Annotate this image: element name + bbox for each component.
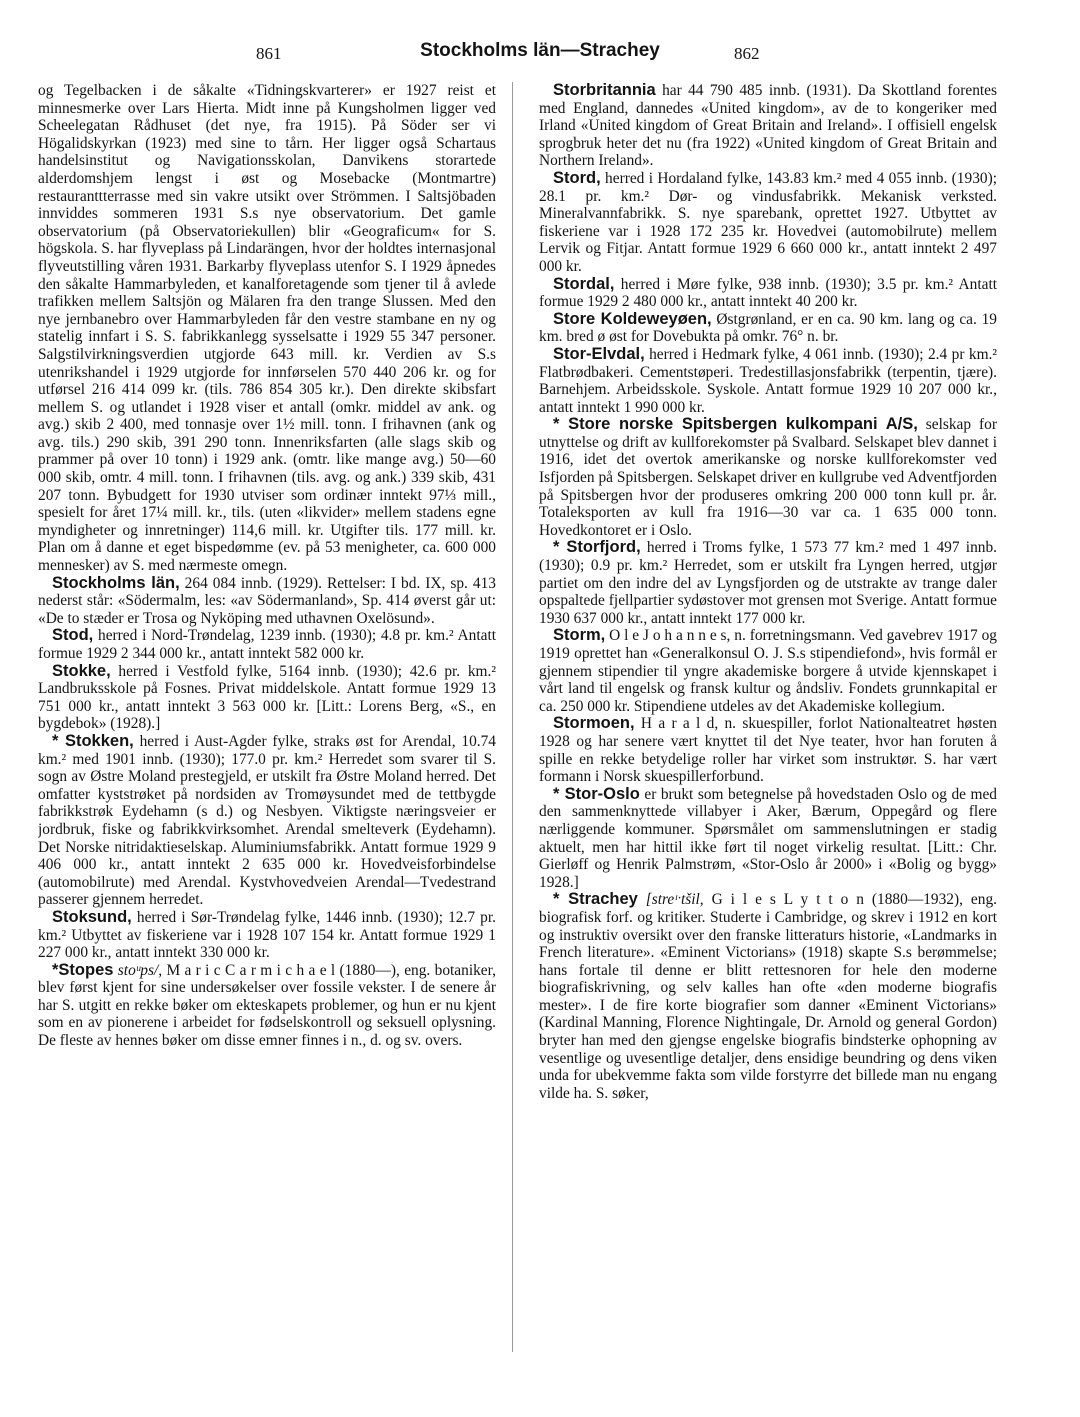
entry-headword: Storm, <box>553 626 606 645</box>
encyclopedia-entry <box>539 346 997 416</box>
continued-text <box>38 82 496 575</box>
entry-body: herred i Nord-Trøndelag, 1239 innb. (1930); 4.8 pr. km.² Antatt formue 1929 2 344 000 kr., antatt inntekt 582 000 kr. <box>38 627 496 662</box>
encyclopedia-entry <box>38 909 496 962</box>
entry-body: herred i Møre fylke, 938 innb. (1930); 3.5 pr. km.² Antatt formue 1929 2 480 000 kr., antatt inntekt 40 200 kr. <box>539 275 997 311</box>
entry-body: herred i Troms fylke, 1 573 77 km.² med 1 497 innb. (1930); 0.9 pr. km.² Herredet, som er utskilt fra Lyngen herred, utgjør partiet om den indre del av Lyngsfjorden og de utstrakte av trange daler opspaltede fjellpartier sydøstover mot grensen mot Sverige. Antatt formue 1930 637 000 kr., antatt inntekt 177 000 kr. <box>539 539 997 627</box>
encyclopedia-entry <box>539 627 997 715</box>
encyclopedia-entry <box>38 733 496 909</box>
entry-headword: *Stopes <box>52 960 114 979</box>
encyclopedia-entry <box>539 416 997 539</box>
running-title: Stockholms län—Strachey <box>420 40 660 61</box>
entry-headword: Storbritannia <box>553 82 656 99</box>
page-number-right: 862 <box>734 44 760 63</box>
entry-body: 264 084 innb. (1929). Rettelser: I bd. IX, sp. 413 nederst står: «Södermalm, les: «av Södermanland», Sp. 414 øverst går ut: «De to stæder er Trosa og Nyköping med uthavnen Oxelösund». <box>38 574 496 627</box>
entry-body: herred i Vestfold fylke, 5164 innb. (1930); 42.6 pr. km.² Landbruksskole på Fosnes. Privat middelskole. Antatt formue 1929 13 751 000 kr., antatt inntekt 3 563 000 kr. [Litt.: Lorens Berg, «S., en bygdebok» (1928).] <box>38 662 496 733</box>
entry-body: og Tegelbacken i de såkalte «Tidningskvarterer» er 1927 reist et minnesmerke over Lars Hierta. Midt inne på Kungsholmen ligger ved Scheelegatan Rådhuset (det nye, fra 1915). På Söder ser vi Högalidskyrkan (1923) med sine to tårn. Her ligger også Schartaus handelsinstitut og Navigationsskolan, Danvikens storartede alderdomshjem lengst i øst og Mosebacke (Montmartre) restauranttterrasse med sin vakre utsikt over Strömmen. I Saltsjöbaden innviddes sommeren 1931 S.s nye observatorium. Det gamle observatorium (på Observatoriekullen) blir «Geograficum« for S. högskola. S. har flyveplass på Lindarängen, hvor der holdtes internasjonal flyveutstilling våren 1931. Barkarby flyveplass utenfor S. I 1929 åpnedes den såkalte Hammarbyleden, et kanalforetagende som tjener til å avlede trafikken mellem Saltsjön og Mälaren fra den trange Slussen. Med den nye jernbanebro over Hammarbyleden får den vestre stambane en ny og statelig innfart i S. S. fabrikkanlegg sysselsatte i 1929 55 347 personer. Salgstilvirkningsverdien utgjorde 643 mill. kr. Verdien av S.s utenrikshandel i 1929 utgjorde for innførselen 570 440 206 kr. og for utførsel 216 414 099 kr. (tils. 786 854 305 kr.). Den direkte skibsfart mellem S. og utlandet i 1928 viser et antall (omkr. middel av ank. og avg.) skib 2 400, med tonnasje over 1½ mill. tonn. I frihavnen (ank og avg. tils.) 290 skib, 391 290 tonn. Innenriksfarten (alle slags skib og prammer på over 10 tonn) i 1929 ank. (omtr. like mange avg.) 50—60 000 skib, omtr. 4 mill. tonn. I frihavnen (tils. avg. og ank.) 339 skib, 431 207 tonn. Bybudgett for 1930 utviser som ordinær inntekt 97⅓ mill., spesielt for året 17¼ mill. kr., tils. (uten «likvider» mellem stadens egne myndigheter og innretninger) 114,6 mill. kr. Utgifter tils. 177 mill. kr. Plan om å danne et eget bispedømme (ev. på 53 menigheter, ca. 600 000 mennesker) av S. med nærmeste omegn. <box>38 82 496 575</box>
entry-pronunciation: stoᵘps/, <box>113 961 163 979</box>
entry-headword: Store Koldeweyøen, <box>553 309 712 328</box>
entry-body: M a r i c C a r m i c h a e l (1880—), eng. botaniker, blev først kjent for sine undersøkelser over fossile vekster. I de senere år har S. utgitt en rekke bøker om ekteskapets problemer, og hun er nu kjent som en av pionerene i arbeidet for fødselskontroll og seksuell oplysning. De fleste av hennes bøker om disse emner finnes i n., d. og sv. overs. <box>38 961 496 1050</box>
entry-headword: * Stor-Oslo <box>553 784 640 803</box>
entry-pronunciation: [streᶦˑtšil, <box>637 891 704 909</box>
entry-body: er brukt som betegnelse på hovedstaden Oslo og de med den sammenknyttede villabyer i Aker, Bærum, Oppegård og flere nærliggende kommuner. Spørsmålet om sammenslutningen er stadig aktuelt, men har hittil ikke ført til noget virkelig resultat. [Litt.: Chr. Gierløff og Henrik Palmstrøm, «Stor-Oslo år 2000» i «Bolig og bygg» 1928.] <box>539 785 997 891</box>
encyclopedia-entry <box>539 82 997 170</box>
encyclopedia-entry <box>539 539 997 627</box>
entry-body: herred i Hedmark fylke, 4 061 innb. (1930); 2.4 pr km.² Flatbrødbakeri. Cementstøperi. Tredestillasjonsfabrikk (terpentin, tjære). Barnehjem. Arbeidsskole. Syskole. Antatt formue 1929 10 207 000 kr., antatt inntekt 1 990 000 kr. <box>539 345 997 416</box>
page-number-left: 861 <box>256 44 282 63</box>
entry-headword: * Store norske Spitsbergen kulkompani A/S, <box>553 415 918 434</box>
encyclopedia-entry <box>38 627 496 662</box>
encyclopedia-entry <box>38 575 496 628</box>
entry-body: H a r a l d, n. skuespiller, forlot Nationalteatret høsten 1928 og har senere vært knyttet til det Nye teater, hvor han foruten å spille en rekke betydelige roller har virket som instruktør. S. har vært formann i Norsk skuespillerforbund. <box>539 715 997 786</box>
encyclopedia-entry <box>539 311 997 346</box>
entry-headword: * Storfjord, <box>553 538 641 557</box>
encyclopedia-entry <box>539 786 997 892</box>
encyclopedia-entry <box>539 276 997 311</box>
entry-body: herred i Aust-Agder fylke, straks øst for Arendal, 10.74 km.² med 1901 innb. (1930); 177.0 pr. km.² Herredet som svarer til S. sogn av Østre Moland prestegjeld, er utskilt fra Østre Moland herred. Det omfatter kyststrøket på nordsiden av Tromøysundet med de tettbygde fabrikkstrøk Eydehamn (s d.) og Nesbyen. Viktigste næringsveier er jordbruk, fiske og fabrikkvirksomhet. Arendal smelteverk (Eydehamn). Det Norske nitridaktieselskap. Aluminiumsfabrikk. Antatt formue 1929 9 406 000 kr., antatt inntekt 2 635 000 kr. Hovedveisforbindelse (automobilrute) med Arendal. Kystvhovedveien Arendal—Tvedestrand passerer gjennem herredet. <box>38 732 496 909</box>
entry-body: O l e J o h a n n e s, n. forretningsmann. Ved gavebrev 1917 og 1919 oprettet han «Generalkonsul O. J. S.s stipendiefond», hvis formål er gjennem stipendier til yngre akademiske borgere å utvide kjennskapet i vårt land til engelsk og fransk kultur og åndsliv. Fondets grunnkapital er ca. 250 000 kr. Stipendiene utdeles av det Akademiske kollegium. <box>539 627 997 715</box>
column-divider <box>512 82 513 1352</box>
entry-headword: Stockholms län, <box>52 573 180 592</box>
entry-headword: Stordal, <box>553 274 615 293</box>
entry-headword: Stor-Elvdal, <box>553 344 645 363</box>
left-column <box>38 82 496 1382</box>
entry-body: herred i Hordaland fylke, 143.83 km.² med 4 055 innb. (1930); 28.1 pr. km.² Dør- og vindusfabrikk. Mekanisk verksted. Mineralvannfabrikk. S. nye sparebank, oprettet 1927. Utbyttet av fiskeriene var i 1928 172 235 kr. Hovedvei (automobilrute) mellem Lervik og Fitjar. Antatt formue 1929 6 660 000 kr., antatt inntekt 2 497 000 kr. <box>539 169 997 275</box>
right-column <box>539 82 997 1382</box>
entry-headword: Stord, <box>553 168 601 187</box>
encyclopedia-entry <box>539 170 997 276</box>
entry-body: selskap for utnyttelse og drift av kullforekomster på Svalbard. Selskapet blev dannet i 1916, idet det overtok amerikanske og norske kullforekomster ved Isfjorden på Spitsbergen. Selskapet driver en kullgrube ved Adventfjorden på Spitsbergen hvor der produseres omkring 200 000 tonn kull pr. år. Totaleksporten av kull fra 1916—30 var ca. 1 635 000 tonn. Hovedkontoret er i Oslo. <box>539 416 997 539</box>
encyclopedia-entry <box>38 962 496 1050</box>
encyclopedia-entry <box>539 715 997 785</box>
entry-headword: Stormoen, <box>553 714 635 733</box>
entry-headword: Stod, <box>52 626 94 645</box>
entry-headword: * Stokken, <box>52 731 134 750</box>
entry-body: Østgrønland, er en ca. 90 km. lang og ca. 19 km. bred ø øst for Dovebukta på omkr. 76° n. br. <box>539 310 997 346</box>
encyclopedia-entry <box>539 891 997 1102</box>
entry-headword: Stokke, <box>52 661 111 680</box>
entry-body: G i l e s L y t t o n (1880—1932), eng. biografisk forf. og kritiker. Studerte i Cambridge, og skrev i 1912 en kort og instruktiv oversikt over den franske litteraturs historie, «Landmarks in French literature». «Eminent Victorians» (1918) skapte S.s berømmelse; hans fortale til denne er blitt rettesnoren for hele den moderne biografiskrivning, og selv kalles han ofte «den moderne biografis mester». I de fire korte biografier som danner «Eminent Victorians» (Kardinal Manning, Florence Nightingale, Dr. Arnold og general Gordon) bryter han med den gjengse engelske biografis bindsterke ophopning av vesentlige og uvesentlige detaljer, dens ensidige beundring og dens viken unda for ubekvemme fakta som vilde forstyrre det billede man nu engang vilde ha. S. søker, <box>539 891 997 1102</box>
entry-body: har 44 790 485 innb. (1931). Da Skottland forentes med England, dannedes «United kingdom», av de to kongeriker med Irland «United kingdom of Great Britain and Ireland». I offisiell engelsk sprogbruk heter det nu (fra 1922) «United kingdom of Great Britain and Northern Ireland». <box>539 82 997 170</box>
entry-body: herred i Sør-Trøndelag fylke, 1446 innb. (1930); 12.7 pr. km.² Utbyttet av fiskeriene var i 1928 107 154 kr. Antatt formue 1929 1 227 000 kr., antatt inntekt 330 000 kr. <box>38 908 496 962</box>
entry-headword: Stoksund, <box>52 907 132 926</box>
entry-headword: * Strachey <box>553 890 638 909</box>
page-header <box>0 40 1080 68</box>
encyclopedia-entry <box>38 663 496 733</box>
